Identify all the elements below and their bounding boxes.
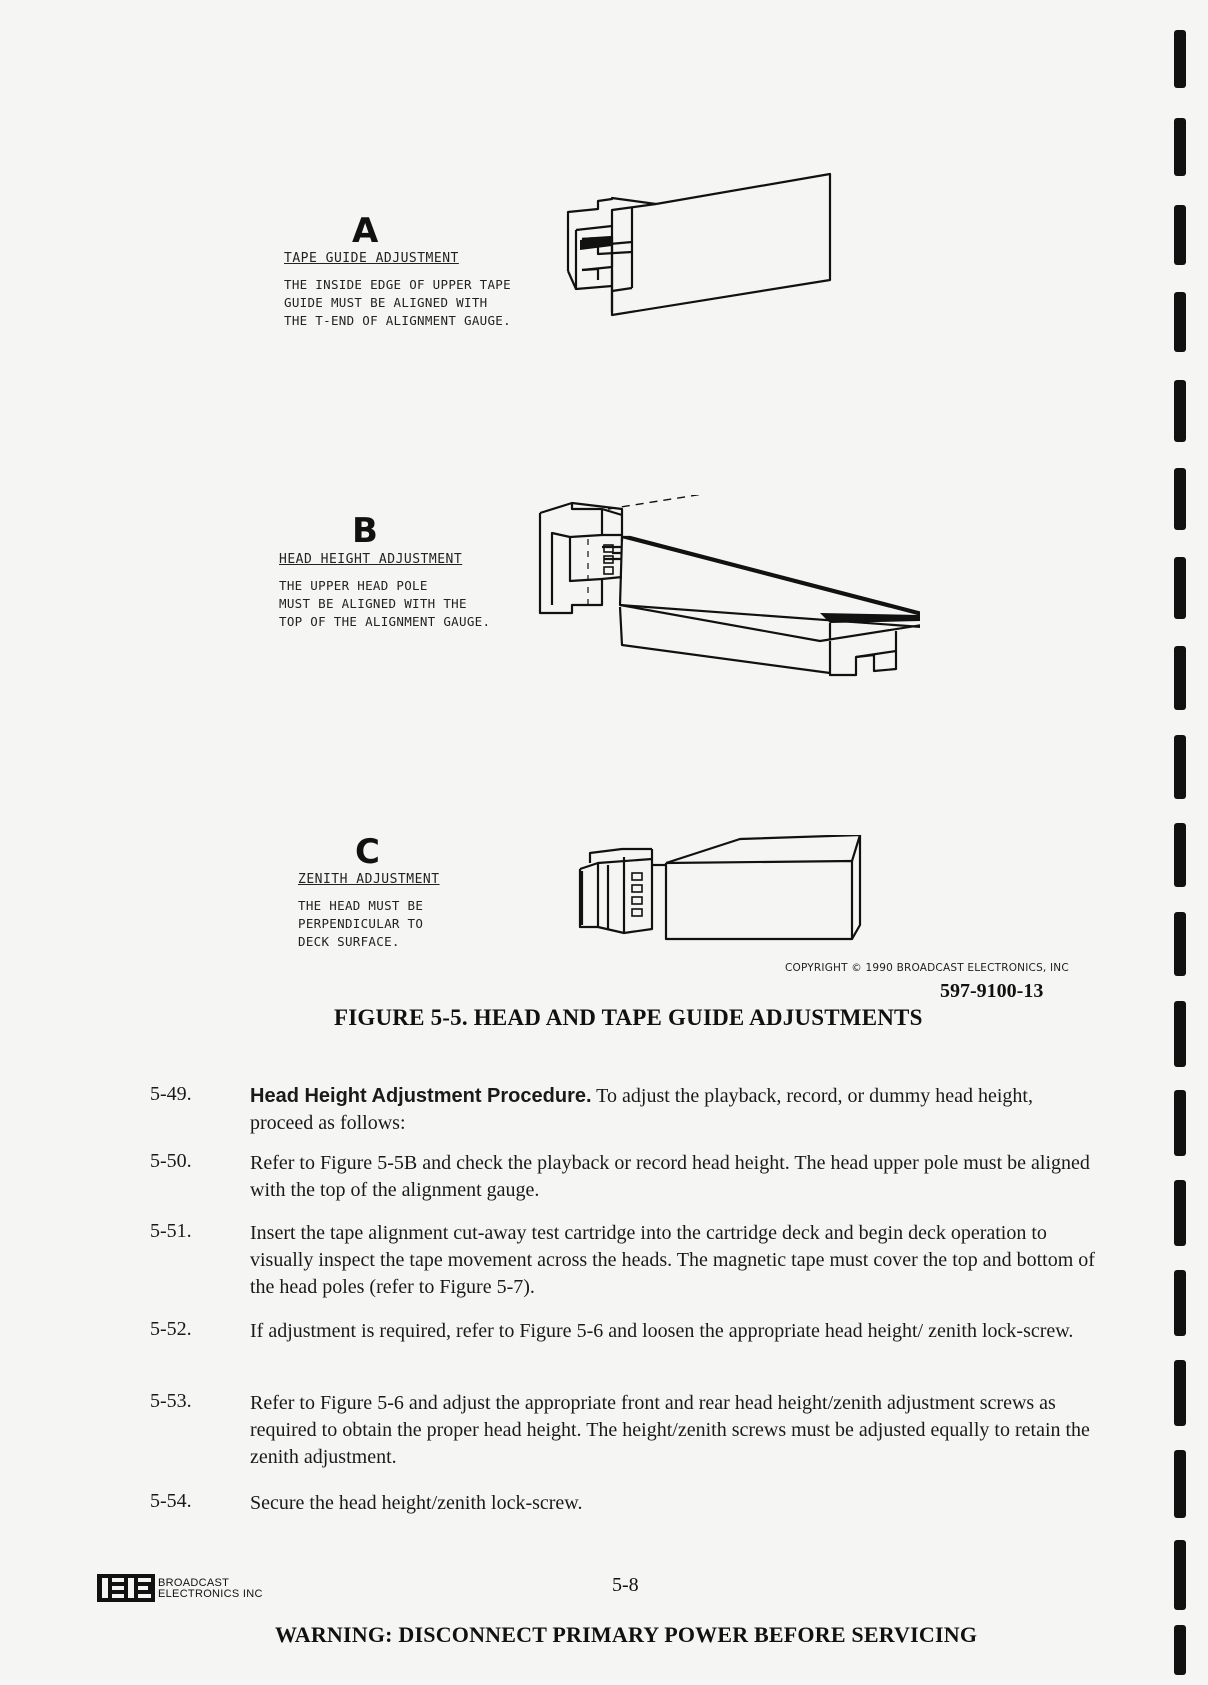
paragraph-heading: Head Height Adjustment Procedure. (250, 1085, 592, 1107)
paragraph-text: Refer to Figure 5-5B and check the playback or record head height. The head upper pole must be aligned with the top of the alignment gauge. (250, 1152, 1090, 1201)
binder-mark (1174, 1540, 1186, 1610)
caption-line: DECK SURFACE. (298, 934, 400, 949)
paragraph-text: Insert the tape alignment cut-away test cartridge into the cartridge deck and begin deck operation to visually inspect the tape movement across the heads. The magnetic tape must cover the top and bottom of the head poles (refer to Figure 5-7). (250, 1222, 1095, 1298)
caption-line: THE INSIDE EDGE OF UPPER TAPE (284, 277, 511, 292)
binder-mark (1174, 1625, 1186, 1675)
binder-mark (1174, 468, 1186, 530)
binder-mark (1174, 1001, 1186, 1067)
caption-line: GUIDE MUST BE ALIGNED WITH (284, 295, 488, 310)
panel-title: ZENITH ADJUSTMENT (298, 872, 440, 887)
binder-mark (1174, 292, 1186, 352)
panel-caption (284, 276, 511, 330)
binder-mark (1174, 646, 1186, 710)
panel-caption (279, 577, 490, 631)
panel-caption (298, 897, 423, 951)
panel-title: TAPE GUIDE ADJUSTMENT (284, 251, 459, 266)
figure-title: FIGURE 5-5. HEAD AND TAPE GUIDE ADJUSTMENTS (334, 1005, 923, 1030)
company-name (158, 1578, 263, 1600)
panel-title: HEAD HEIGHT ADJUSTMENT (279, 552, 463, 567)
paragraph-text: Refer to Figure 5-6 and adjust the appropriate front and rear head height/zenith adjustment screws as required to obtain the proper head height. The height/zenith screws must be adjusted equally to retain the zenith adjustment. (250, 1392, 1090, 1468)
company-name-line: ELECTRONICS INC (158, 1588, 263, 1600)
paragraph-number: 5-54. (150, 1490, 192, 1512)
procedure-paragraph (150, 1390, 1100, 1475)
binder-mark (1174, 1270, 1186, 1336)
document-number: 597-9100-13 (940, 980, 1044, 1002)
caption-line: MUST BE ALIGNED WITH THE (279, 596, 467, 611)
procedure-paragraph (150, 1490, 1100, 1522)
binder-mark (1174, 912, 1186, 976)
paragraph-text (250, 1083, 1100, 1137)
procedure-paragraph (150, 1318, 1100, 1378)
paragraph-text: If adjustment is required, refer to Figure 5-6 and loosen the appropriate head height/ zenith lock-screw. (250, 1320, 1074, 1342)
caption-line: THE UPPER HEAD POLE (279, 578, 428, 593)
caption-line: TOP OF THE ALIGNMENT GAUGE. (279, 614, 491, 629)
binder-mark (1174, 30, 1186, 88)
paragraph-number: 5-53. (150, 1390, 192, 1412)
procedure-paragraph (150, 1150, 1100, 1210)
panel-letter: A (352, 211, 379, 251)
paragraph-number: 5-52. (150, 1318, 192, 1340)
paragraph-text: Secure the head height/zenith lock-screw. (250, 1492, 583, 1514)
procedure-paragraph (150, 1220, 1100, 1305)
binder-mark (1174, 1360, 1186, 1426)
binder-mark (1174, 823, 1186, 887)
panel-letter: C (355, 832, 380, 872)
binder-mark (1174, 1180, 1186, 1246)
binder-mark (1174, 1090, 1186, 1156)
binder-mark (1174, 735, 1186, 799)
tape-guide-gauge-illustration (540, 170, 840, 320)
copyright-notice: COPYRIGHT © 1990 BROADCAST ELECTRONICS, INC (785, 962, 1069, 974)
page-number: 5-8 (612, 1574, 639, 1596)
binder-mark (1174, 380, 1186, 442)
procedure-paragraph (150, 1083, 1100, 1143)
zenith-gauge-illustration (570, 835, 870, 945)
company-name-line: BROADCAST (158, 1577, 230, 1589)
binder-mark (1174, 118, 1186, 176)
binder-mark (1174, 557, 1186, 619)
binder-mark (1174, 1450, 1186, 1518)
paragraph-number: 5-51. (150, 1220, 192, 1242)
safety-warning: WARNING: DISCONNECT PRIMARY POWER BEFORE SERVICING (275, 1622, 978, 1647)
paragraph-number: 5-50. (150, 1150, 192, 1172)
binder-mark (1174, 205, 1186, 265)
caption-line: THE HEAD MUST BE (298, 898, 424, 913)
paragraph-number: 5-49. (150, 1083, 192, 1105)
panel-letter: B (352, 511, 378, 551)
head-height-gauge-illustration (530, 495, 920, 685)
caption-line: PERPENDICULAR TO (298, 916, 424, 931)
caption-line: THE T-END OF ALIGNMENT GAUGE. (284, 313, 511, 328)
company-logo (97, 1574, 155, 1602)
paragraph-body: To adjust the playback, record, or dummy head height, proceed as follows: (250, 1085, 1033, 1134)
